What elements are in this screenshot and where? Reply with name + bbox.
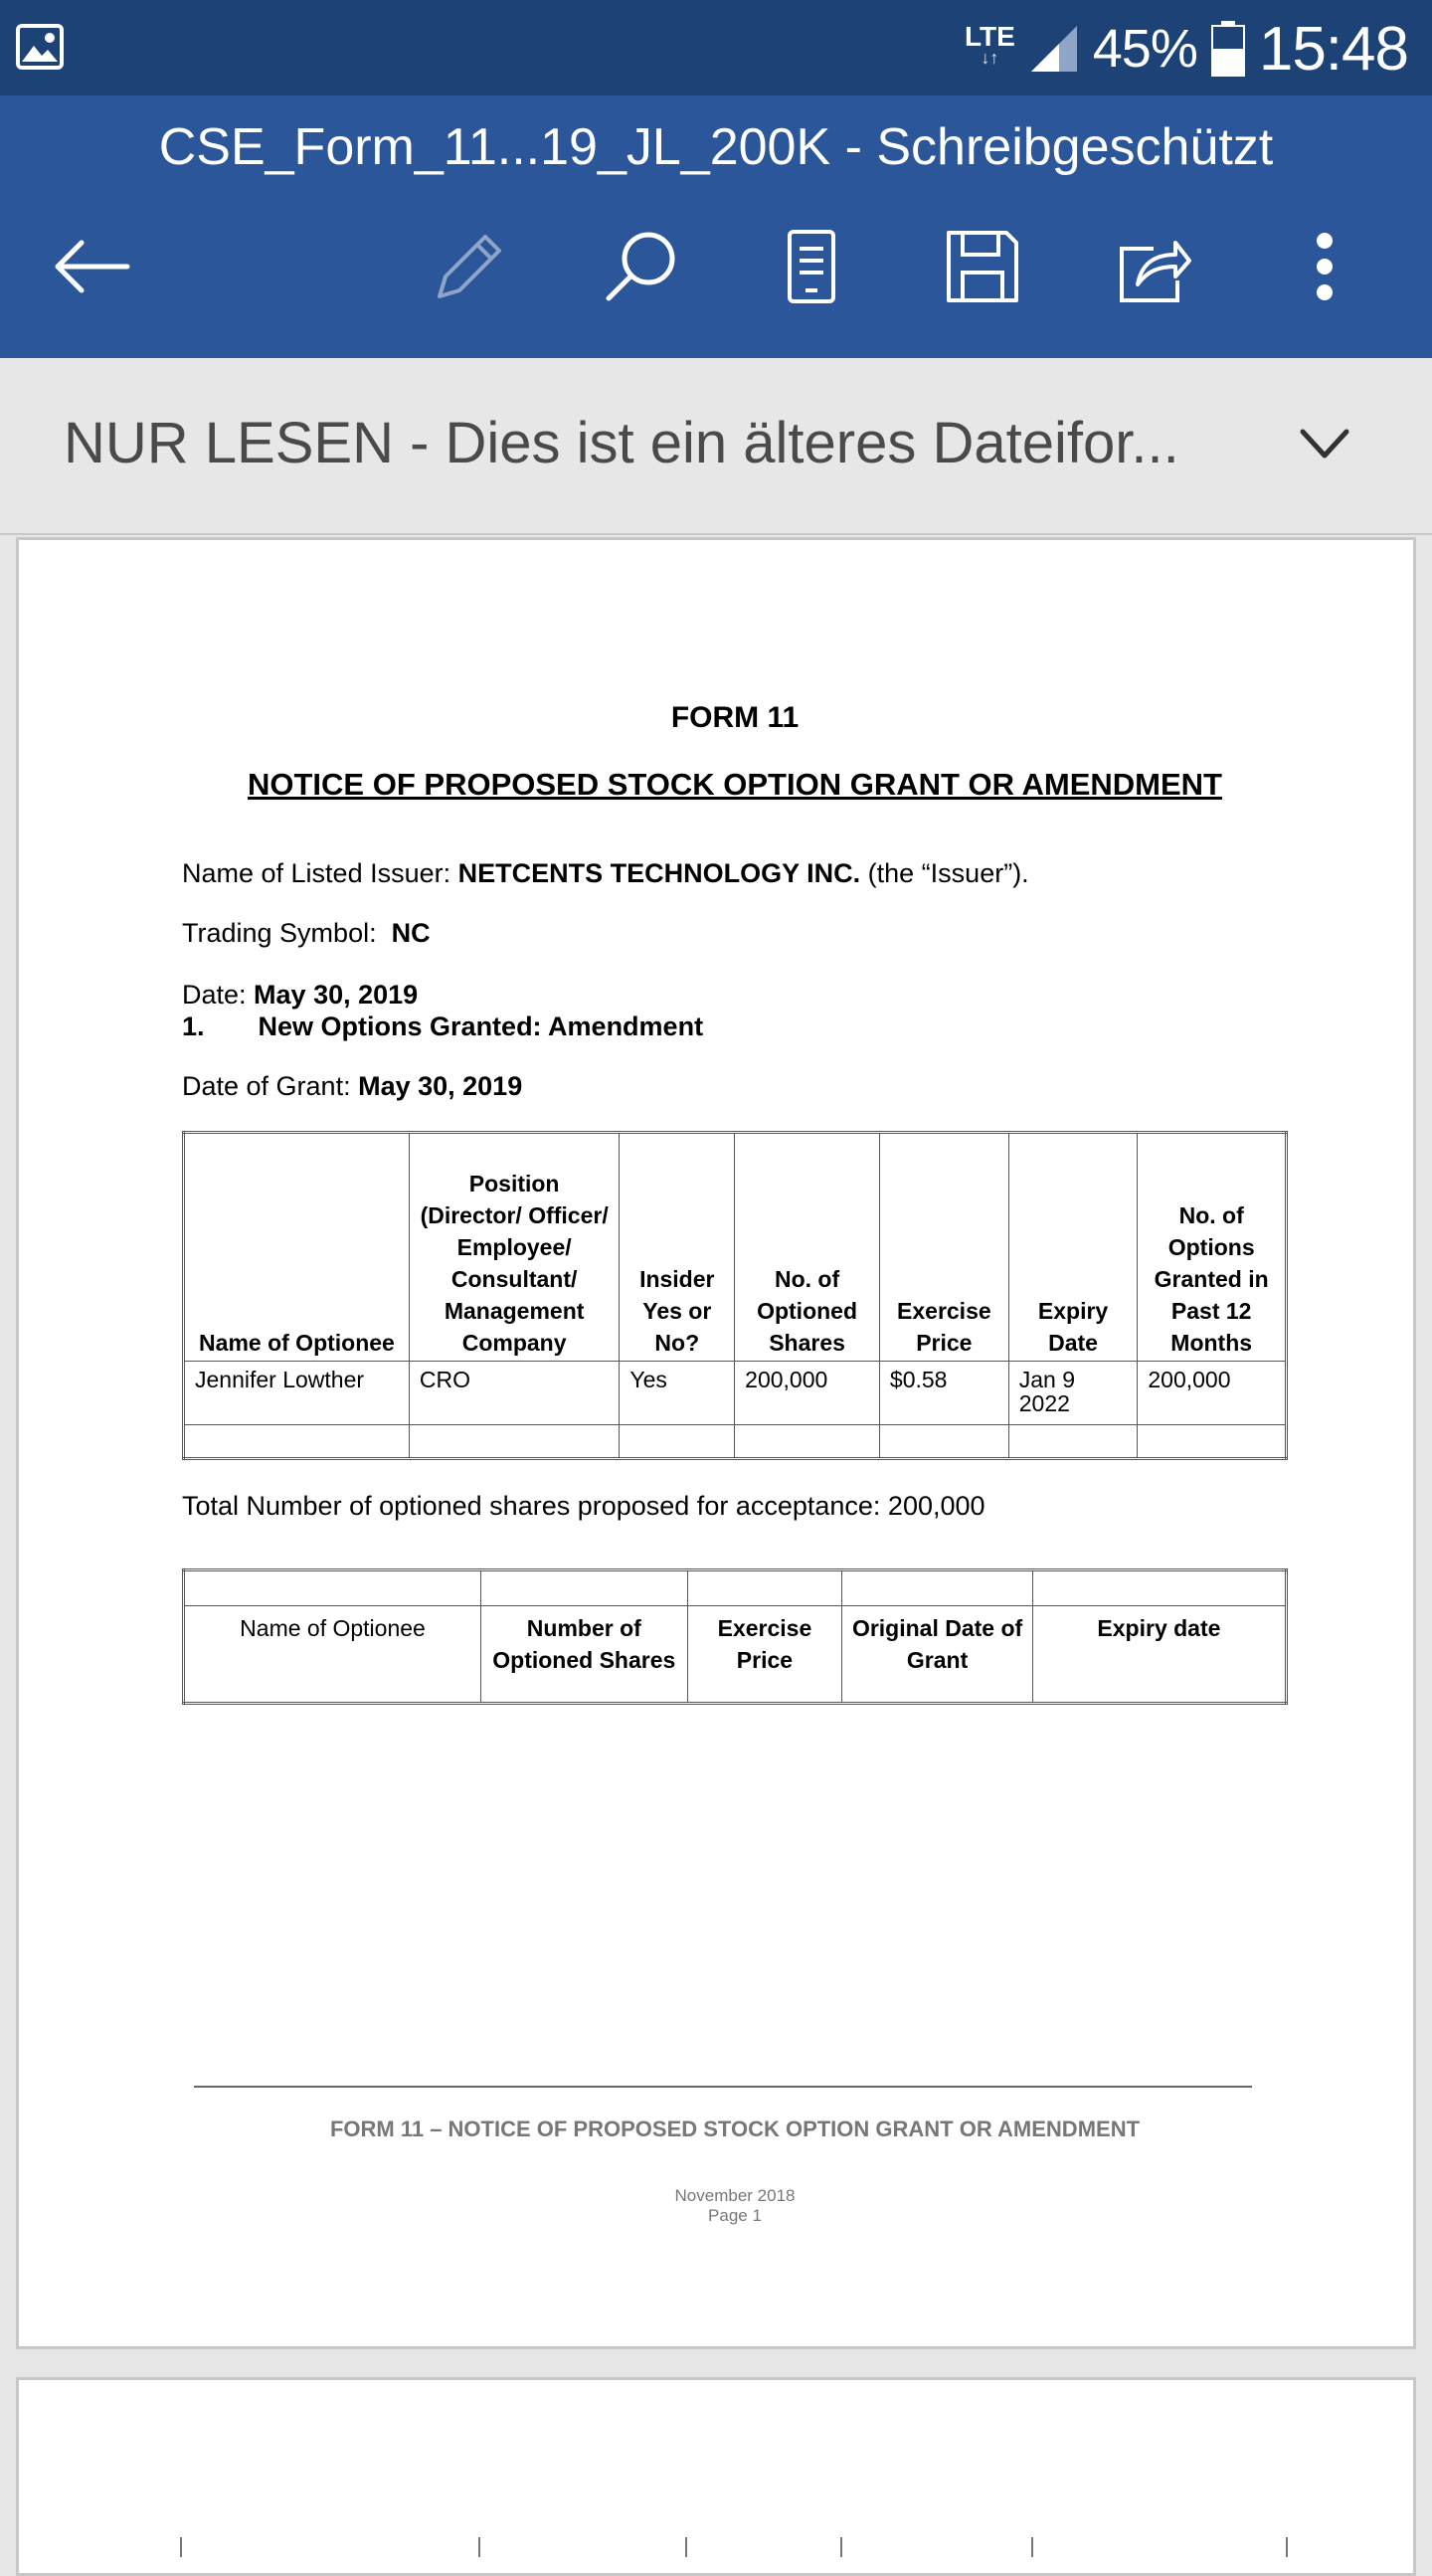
table-cell: CRO bbox=[409, 1362, 619, 1425]
more-icon[interactable] bbox=[1283, 225, 1366, 308]
total-shares-line: Total Number of optioned shares proposed for acceptance: 200,000 bbox=[182, 1491, 985, 1521]
status-bar bbox=[0, 0, 1432, 95]
issuer-line: Name of Listed Issuer: NETCENTS TECHNOLOGY INC. (the “Issuer”). bbox=[182, 858, 1029, 888]
document-title: CSE_Form_11...19_JL_200K - Schreibgeschützt bbox=[158, 118, 1274, 176]
table-border-tick bbox=[1286, 2537, 1288, 2557]
document-date: May 30, 2019 bbox=[254, 980, 419, 1010]
table-header: Insider Yes or No? bbox=[620, 1133, 735, 1362]
footer-divider bbox=[194, 2086, 1252, 2088]
grant-date: May 30, 2019 bbox=[358, 1071, 523, 1101]
clock: 15:48 bbox=[1258, 14, 1408, 84]
table-header: No. of Options Granted in Past 12 Months bbox=[1138, 1133, 1287, 1362]
battery-percent: 45% bbox=[1092, 19, 1197, 79]
share-icon[interactable] bbox=[1112, 225, 1195, 308]
grant-date-line: Date of Grant: May 30, 2019 bbox=[182, 1071, 523, 1101]
network-arrows: ↓↑ bbox=[981, 48, 999, 68]
table-header-row bbox=[184, 1133, 1287, 1362]
table-header: Name of Optionee bbox=[184, 1606, 481, 1704]
section-title: New Options Granted: Amendment bbox=[258, 1012, 704, 1041]
table-header: No. of Optioned Shares bbox=[735, 1133, 880, 1362]
amended-options-table bbox=[182, 1568, 1288, 1705]
read-only-banner[interactable] bbox=[0, 358, 1432, 535]
table-header: Name of Optionee bbox=[184, 1133, 410, 1362]
table-header: Exercise Price bbox=[879, 1133, 1008, 1362]
table-header-row bbox=[184, 1606, 1287, 1704]
footer-title: FORM 11 – NOTICE OF PROPOSED STOCK OPTION GRANT OR AMENDMENT bbox=[329, 2116, 1141, 2141]
table-border-tick bbox=[180, 2537, 182, 2557]
table-header: Expiry Date bbox=[1008, 1133, 1138, 1362]
table-row-empty bbox=[184, 1570, 1287, 1606]
read-only-message: NUR LESEN - Dies ist ein älteres Dateifor... bbox=[64, 411, 1179, 475]
table-header: Exercise Price bbox=[687, 1606, 842, 1704]
footer-date: November 2018 bbox=[674, 2186, 796, 2205]
issuer-name: NETCENTS TECHNOLOGY INC. bbox=[457, 858, 861, 888]
footer-page-number: Page 1 bbox=[708, 2206, 762, 2225]
table-cell: Jan 9 2022 bbox=[1008, 1362, 1138, 1425]
new-options-table bbox=[182, 1131, 1288, 1460]
table-header: Original Date of Grant bbox=[842, 1606, 1033, 1704]
gallery-icon bbox=[16, 24, 64, 70]
table-border-tick bbox=[1031, 2537, 1033, 2557]
table-cell: $0.58 bbox=[879, 1362, 1008, 1425]
table-border-tick bbox=[478, 2537, 480, 2557]
form-heading: NOTICE OF PROPOSED STOCK OPTION GRANT OR AMENDMENT bbox=[248, 767, 1222, 802]
trading-symbol: NC bbox=[391, 918, 431, 948]
table-row-empty bbox=[184, 1425, 1287, 1459]
app-title-bar bbox=[0, 95, 1432, 358]
table-border-tick bbox=[840, 2537, 842, 2557]
reading-view-icon[interactable] bbox=[770, 225, 853, 308]
chevron-down-icon[interactable] bbox=[1295, 414, 1354, 473]
form-number: FORM 11 bbox=[670, 701, 800, 734]
document-page-next[interactable] bbox=[16, 2377, 1416, 2576]
network-type: LTE ↓↑ bbox=[964, 21, 1015, 68]
date-line: Date: May 30, 2019 bbox=[182, 980, 419, 1010]
table-cell: Jennifer Lowther bbox=[184, 1362, 410, 1425]
table-cell: Yes bbox=[620, 1362, 735, 1425]
save-icon[interactable] bbox=[941, 225, 1024, 308]
table-cell: 200,000 bbox=[1138, 1362, 1287, 1425]
search-icon[interactable] bbox=[599, 225, 682, 308]
table-header: Expiry date bbox=[1032, 1606, 1286, 1704]
table-header: Number of Optioned Shares bbox=[481, 1606, 688, 1704]
signal-icon bbox=[1029, 24, 1079, 74]
table-cell: 200,000 bbox=[735, 1362, 880, 1425]
trading-symbol-line: Trading Symbol: NC bbox=[182, 918, 431, 948]
section-heading: 1. New Options Granted: Amendment bbox=[182, 1012, 704, 1041]
document-page[interactable] bbox=[16, 537, 1416, 2349]
battery-icon bbox=[1211, 21, 1245, 77]
table-header: Position (Director/ Officer/ Employee/ Consultant/ Management Company bbox=[409, 1133, 619, 1362]
edit-pencil-icon[interactable] bbox=[428, 225, 511, 308]
back-arrow-icon[interactable] bbox=[50, 225, 133, 308]
table-row bbox=[184, 1362, 1287, 1425]
table-border-tick bbox=[685, 2537, 687, 2557]
